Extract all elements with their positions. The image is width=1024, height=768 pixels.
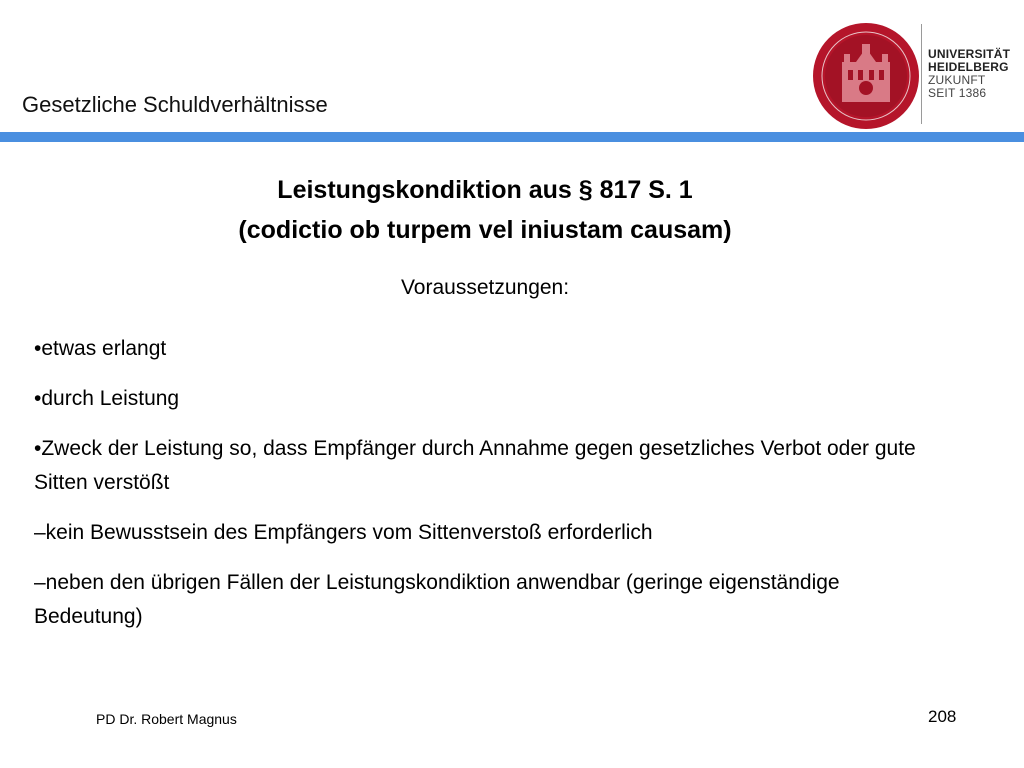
list-item: –kein Bewusstsein des Empfängers vom Sittenverstoß erforderlich [34,521,653,544]
header-title: Gesetzliche Schuldverhältnisse [22,92,328,117]
header-accent-bar [0,132,1024,142]
logo-divider [921,24,922,124]
university-seal-logo [812,22,920,130]
slide-title-line-2: (codictio ob turpem vel iniustam causam) [238,216,732,244]
slide-title [0,170,970,250]
content-list [34,332,934,650]
list-item: –neben den übrigen Fällen der Leistungskondiktion anwendbar (geringe eigenständige Bedeutung) [34,571,840,628]
university-wordmark [928,48,1010,100]
list-item: •durch Leistung [34,387,180,410]
logo-line-3: ZUKUNFT [928,73,986,87]
subheading: Voraussetzungen: [400,276,570,299]
footer-author: PD Dr. Robert Magnus [96,711,237,727]
logo-line-4: SEIT 1386 [928,86,987,100]
logo-line-1: UNIVERSITÄT [928,47,1011,61]
list-item: •Zweck der Leistung so, dass Empfänger durch Annahme gegen gesetzliches Verbot oder gute Sitten verstößt [34,437,916,494]
page-number: 208 [928,707,957,726]
logo-line-2: HEIDELBERG [928,60,1009,74]
list-item: •etwas erlangt [34,337,167,360]
slide-title-line-1: Leistungskondiktion aus § 817 S. 1 [277,176,693,204]
